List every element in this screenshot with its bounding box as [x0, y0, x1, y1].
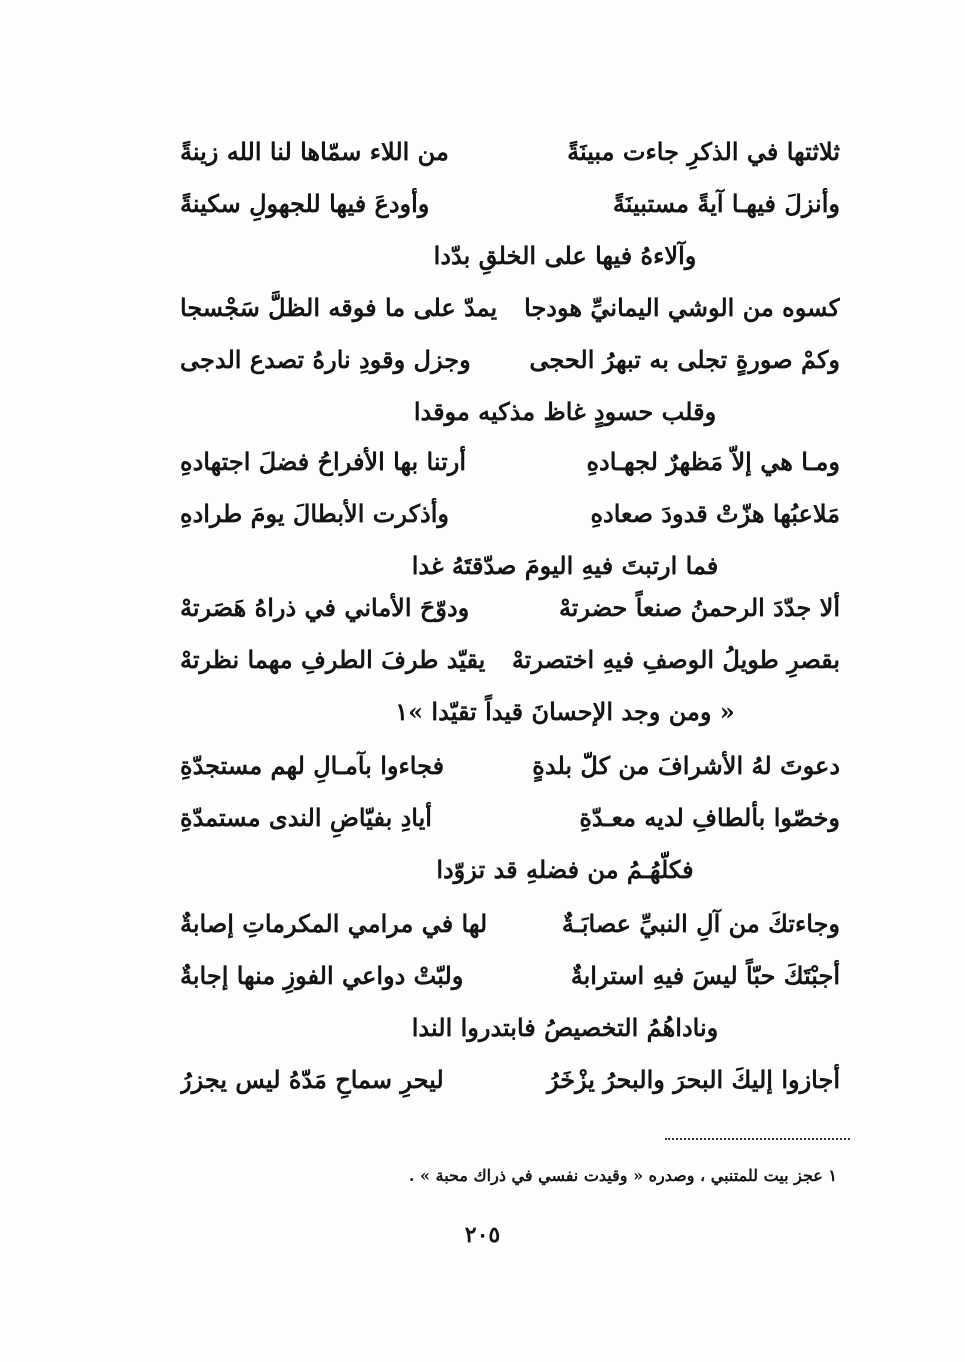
- verse-line: [180, 898, 840, 950]
- refrain-text: فكلّهُـمُ من فضلهِ قد تزوّدا: [436, 855, 694, 884]
- verse-second-hemistich: ليحرِ سماحِ مَدّهُ ليس يجزرُ: [180, 1065, 444, 1094]
- stanza-2: [180, 282, 840, 438]
- verse-second-hemistich: وأذكرت الأبطالَ يومَ طرادهِ: [180, 499, 449, 528]
- verse-line: [180, 488, 840, 540]
- verse-line: [180, 582, 840, 634]
- verse-line: [180, 334, 840, 386]
- verse-second-hemistich: ودوّحَ الأماني في ذراهُ هَصَرتهْ: [180, 593, 470, 622]
- verse-first-hemistich: ثلاثتها في الذكرِ جاءت مبينَةً: [567, 137, 840, 166]
- verse-second-hemistich: ولبّتْ دواعي الفوزِ منها إجابةٌ: [180, 961, 464, 990]
- verse-second-hemistich: من اللاء سمّاها لنا الله زينةً: [180, 137, 449, 166]
- footnote: ١ عجز بيت للمتنبي ، وصدره « وقيدت نفسي في ذراك محبة » .: [408, 1166, 837, 1185]
- footnote-divider: [665, 1138, 850, 1140]
- refrain-text: فما ارتبتَ فيهِ اليومَ صدّقتَهُ غدا: [411, 551, 719, 580]
- verse-line: [180, 740, 840, 792]
- refrain-text: وناداهُمُ التخصيصُ فابتدروا الندا: [411, 1013, 719, 1042]
- verse-line: [180, 282, 840, 334]
- refrain-text: وآلاءهُ فيها على الخلقِ بدّدا: [433, 241, 697, 270]
- stanza-6: [180, 898, 840, 1054]
- verse-first-hemistich: وخصّوا بألطافِ لديه معـدّةِ: [579, 803, 840, 832]
- verse-first-hemistich: ألا جدّدَ الرحمنُ صنعاً حضرتهْ: [558, 593, 840, 622]
- verse-line: [180, 126, 840, 178]
- verse-line: [180, 178, 840, 230]
- refrain-line: [180, 230, 840, 282]
- verse-second-hemistich: وجزل وقودِ نارهُ تصدع الدجى: [180, 345, 471, 374]
- refrain-line: [180, 686, 840, 738]
- verse-second-hemistich: أرتنا بها الأفراحُ فضلَ اجتهادهِ: [180, 447, 467, 476]
- stanza-3: [180, 436, 840, 592]
- verse-line: [180, 436, 840, 488]
- verse-first-hemistich: وأنزلَ فيهـا آيةً مستبينَةً: [612, 189, 840, 218]
- verse-line: [180, 950, 840, 1002]
- verse-first-hemistich: أجازوا إليكَ البحرَ والبحرُ يزْخَرُ: [546, 1065, 840, 1094]
- verse-line: [180, 792, 840, 844]
- verse-second-hemistich: فجاءوا بآمـالِ لهم مستجدّةِ: [180, 751, 445, 780]
- verse-line: [180, 634, 840, 686]
- verse-first-hemistich: وكمْ صورةٍ تجلى به تبهرُ الحجى: [529, 345, 840, 374]
- verse-line: [180, 1054, 840, 1106]
- refrain-line: [180, 1002, 840, 1054]
- verse-first-hemistich: كسوه من الوشي اليمانيِّ هودجا: [524, 293, 840, 322]
- verse-first-hemistich: وجاءتكَ من آلِ النبيِّ عصابَـةٌ: [561, 909, 840, 938]
- verse-first-hemistich: دعوتَ لهُ الأشرافَ من كلّ بلدةٍ: [532, 751, 840, 780]
- stanza-5: [180, 740, 840, 896]
- verse-second-hemistich: أيادِ بفيّاضِ الندى مستمدّةِ: [180, 803, 432, 832]
- refrain-text: « ومن وجد الإحسانَ قيداً تقيّدا »١: [395, 697, 735, 726]
- verse-second-hemistich: يقيّد طرفَ الطرفِ مهما نظرتهْ: [180, 645, 486, 674]
- verse-first-hemistich: مَلاعبُها هزّتْ قدودَ صعادهِ: [590, 499, 840, 528]
- refrain-text: وقلب حسودٍ غاظ مذكيه موقدا: [413, 397, 717, 426]
- refrain-line: [180, 386, 840, 438]
- stanza-1: [180, 126, 840, 282]
- stanza-4: [180, 582, 840, 738]
- verse-first-hemistich: أجبْتَكَ حبّاً ليسَ فيهِ استرابةٌ: [570, 961, 840, 990]
- page-number: ٢٠٥: [464, 1222, 501, 1248]
- verse-second-hemistich: لها في مرامي المكرماتِ إصابةٌ: [180, 909, 488, 938]
- verse-second-hemistich: وأودعَ فيها للجهولِ سكينةً: [180, 189, 430, 218]
- refrain-line: [180, 844, 840, 896]
- verse-first-hemistich: ومـا هي إلاّ مَظهرٌ لجهـادهِ: [586, 447, 840, 476]
- verse-second-hemistich: يمدّ على ما فوقه الظلَّ سَجْسجا: [180, 293, 498, 322]
- verse-first-hemistich: بقصرِ طويلُ الوصفِ فيهِ اختصرتهْ: [511, 645, 840, 674]
- stanza-7: [180, 1054, 840, 1106]
